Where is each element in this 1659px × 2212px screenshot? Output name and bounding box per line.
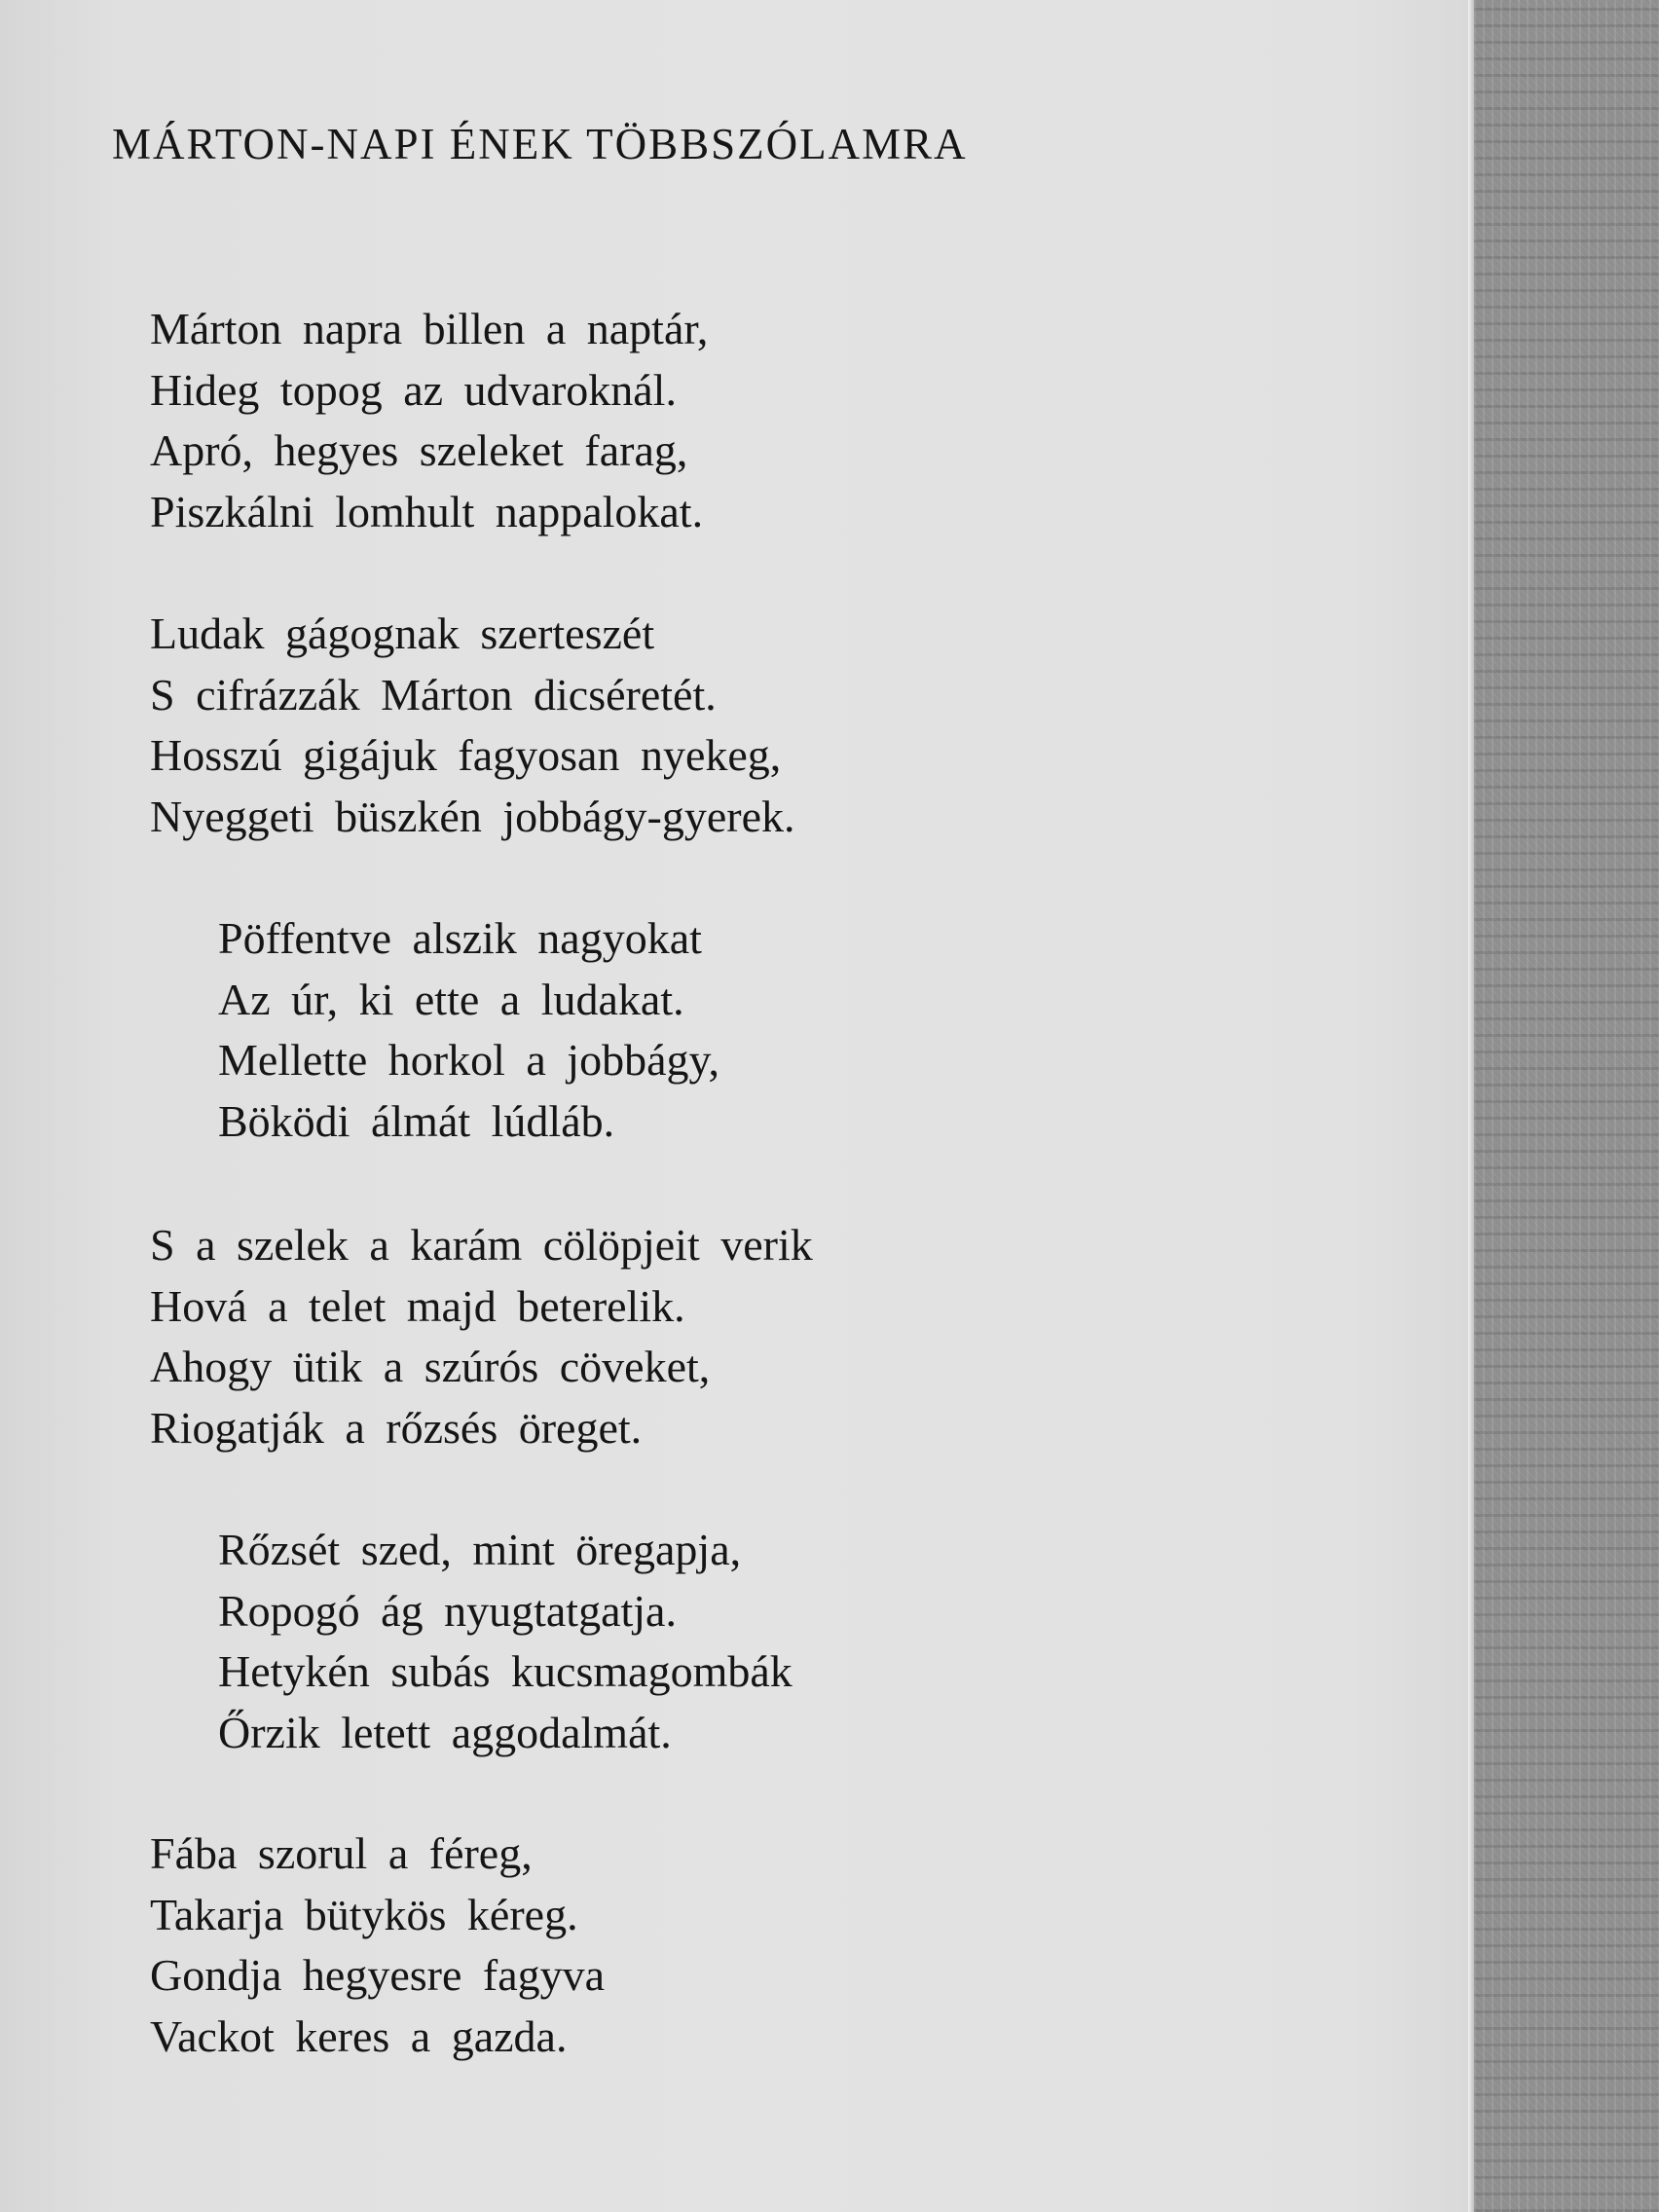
verse-line: Ludak gágognak szerteszét [150,608,655,658]
verse-line: Pöffentve alszik nagyokat [218,913,702,963]
verse-line: Takarja bütykös kéreg. [150,1889,578,1939]
verse-line: Rőzsét szed, mint öregapja, [218,1525,742,1574]
verse-line: Ropogó ág nyugtatgatja. [218,1585,677,1636]
background-surface [1474,0,1659,2212]
verse-line: Böködi álmát lúdláb. [218,1095,615,1146]
stanza-2 [150,604,795,847]
verse-line: Piszkálni lomhult nappalokat. [150,486,704,536]
verse-line: Hosszú gigájuk fagyosan nyekeg, [150,730,782,780]
stanza-4 [150,1215,813,1458]
verse-line: Őrzik letett aggodalmát. [218,1707,672,1757]
stanza-1 [150,299,708,542]
verse-line: Apró, hegyes szeleket farag, [150,425,688,475]
verse-line: S cifrázzák Márton dicséretét. [150,669,717,719]
verse-line: Gondja hegyesre fagyva [150,1950,606,2000]
poem-title: MÁRTON-NAPI ÉNEK TÖBBSZÓLAMRA [112,120,968,168]
verse-line: Márton napra billen a naptár, [150,304,709,353]
verse-line: Riogatják a rőzsés öreget. [150,1402,643,1453]
verse-line: Hideg topog az udvaroknál. [150,364,677,415]
verse-line: Nyeggeti büszkén jobbágy-gyerek. [150,791,795,841]
stanza-5 [218,1520,793,1763]
verse-line: Hetykén subás kucsmagombák [218,1646,793,1696]
verse-line: S a szelek a karám cölöpjeit verik [150,1220,813,1270]
verse-line: Vackot keres a gazda. [150,2010,568,2061]
stanza-3 [218,908,719,1152]
verse-line: Az úr, ki ette a ludakat. [218,974,684,1024]
verse-line: Ahogy ütik a szúrós cöveket, [150,1342,711,1391]
verse-line: Mellette horkol a jobbágy, [218,1035,719,1085]
verse-line: Fába szorul a féreg, [150,1828,533,1878]
verse-line: Hová a telet majd beterelik. [150,1280,685,1331]
stanza-6 [150,1824,605,2067]
